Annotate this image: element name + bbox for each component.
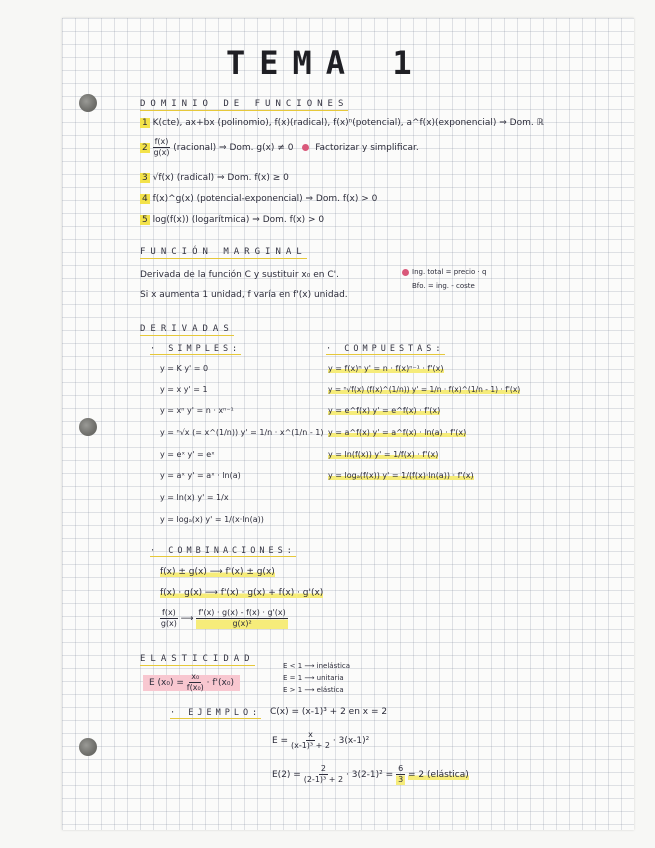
row-text: y = e^f(x) y' = e^f(x) · f'(x) — [328, 406, 441, 415]
dot-icon — [302, 144, 309, 151]
denominator: g(x) — [160, 619, 177, 628]
item-number: 4 — [142, 194, 148, 204]
row-text: f(x) · g(x) ⟶ f'(x) · g(x) + f(x) · g'(x) — [160, 588, 324, 598]
simples-row: y = logₐ(x) y' = 1/(x·ln(a)) — [160, 515, 264, 524]
note-text: Ing. total = precio · q — [412, 268, 487, 276]
step-right: · 3(2-1)² = — [346, 770, 394, 780]
subheading-simples — [150, 344, 241, 354]
simples-row: y = K y' = 0 — [160, 364, 209, 373]
row-text: f(x) ± g(x) ⟶ f'(x) ± g(x) — [160, 567, 275, 577]
item-text: log(f(x)) (logarítmica) ⇒ Dom. f(x) > 0 — [152, 215, 325, 225]
fraction — [396, 764, 405, 785]
formula-box — [143, 672, 240, 692]
subheading-ejemplo — [170, 708, 261, 718]
ejemplo-step-2 — [272, 764, 469, 785]
item-number: 2 — [142, 143, 148, 153]
item-text: K(cte), ax+bx (polinomio), f(x)(radical), f(x)ⁿ(potencial), a^f(x)(exponencial) ⇒ Dom. ℝ — [152, 118, 544, 128]
cociente-row — [160, 608, 288, 629]
combinaciones-row — [160, 588, 323, 598]
numerator: 6 — [398, 764, 404, 773]
subheading-combinaciones — [150, 546, 296, 556]
dominio-item-3 — [140, 173, 289, 183]
numerator: f(x) — [162, 608, 176, 617]
compuestas-row — [328, 450, 438, 459]
marginal-note-2: Bfo. = ing. - coste — [412, 282, 475, 290]
elasticidad-formula — [143, 672, 240, 693]
ejemplo-function: C(x) = (x-1)³ + 2 en x = 2 — [270, 707, 388, 717]
subheading-text: · EJEMPLO: — [170, 708, 262, 718]
simples-row: y = xⁿ y' = n · xⁿ⁻¹ — [160, 406, 234, 415]
simples-row: y = x y' = 1 — [160, 385, 208, 394]
dominio-item-1 — [140, 118, 544, 128]
numerator: f'(x) · g(x) - f(x) · g'(x) — [198, 608, 286, 617]
row-text: y = f(x)ⁿ y' = n · f(x)ⁿ⁻¹ · f'(x) — [328, 364, 444, 373]
item-number: 5 — [142, 215, 148, 225]
section-heading-marginal: FUNCIÓN MARGINAL — [140, 247, 307, 257]
step-right: · 3(x-1)² — [332, 736, 370, 746]
denominator: (2-1)³ + 2 — [303, 775, 344, 784]
step-left: E(2) = — [272, 770, 301, 780]
section-heading-dominio: DOMINIO DE FUNCIONES — [140, 99, 349, 109]
compuestas-row — [328, 385, 520, 394]
marginal-note-1 — [402, 268, 486, 276]
dominio-item-5 — [140, 215, 324, 225]
fraction — [196, 608, 287, 629]
denominator: g(x)² — [232, 619, 252, 628]
formula-left: E (x₀) = — [149, 678, 184, 688]
compuestas-row — [328, 364, 444, 373]
elasticidad-case: E = 1 ⟶ unitaria — [283, 674, 344, 682]
marginal-line-2: Si x aumenta 1 unidad, f varía en f'(x) unidad. — [140, 290, 348, 300]
fraction — [187, 672, 204, 693]
dot-icon — [402, 269, 409, 276]
row-text: y = logₐ(f(x)) y' = 1/(f(x)·ln(a)) · f'(x) — [328, 471, 474, 480]
row-text: y = a^f(x) y' = a^f(x) · ln(a) · f'(x) — [328, 428, 467, 437]
compuestas-row — [328, 471, 474, 480]
item-note: Factorizar y simplificar. — [315, 143, 419, 153]
fraction — [153, 137, 171, 158]
ejemplo-step-1 — [272, 730, 369, 751]
step-left: E = — [272, 736, 289, 746]
formula-right: · f'(x₀) — [206, 678, 234, 688]
denominator: (x-1)³ + 2 — [290, 741, 331, 750]
item-number: 1 — [142, 118, 148, 128]
arrow-icon: ⟶ — [180, 614, 197, 624]
subheading-text: · COMPUESTAS: — [326, 344, 445, 354]
section-heading-derivadas: DERIVADAS — [140, 324, 234, 334]
binder-hole — [79, 738, 97, 756]
fraction — [291, 730, 330, 751]
section-heading-elasticidad: ELASTICIDAD — [140, 654, 255, 664]
marginal-line-1: Derivada de la función C y sustituir x₀ en C'. — [140, 270, 339, 280]
item-text: √f(x) (radical) ⇒ Dom. f(x) ≥ 0 — [152, 173, 289, 183]
page-title: TEMA 1 — [226, 44, 426, 82]
row-text: y = ln(f(x)) y' = 1/f(x) · f'(x) — [328, 450, 439, 459]
subheading-text: · COMBINACIONES: — [150, 546, 296, 556]
numerator: x₀ — [191, 672, 200, 681]
fraction — [304, 764, 343, 785]
numerator: x — [308, 730, 313, 739]
denominator: 3 — [398, 775, 404, 784]
item-text: f(x)^g(x) (potencial-exponencial) ⇒ Dom. f(x) > 0 — [152, 194, 378, 204]
simples-row: y = ln(x) y' = 1/x — [160, 493, 229, 502]
item-text: (racional) ⇒ Dom. g(x) ≠ 0 — [173, 143, 294, 153]
numerator: f(x) — [154, 137, 169, 146]
denominator: f(x₀) — [186, 683, 204, 692]
simples-row: y = aˣ y' = aˣ · ln(a) — [160, 471, 241, 480]
row-text: y = ⁿ√f(x) (f(x)^(1/n)) y' = 1/n · f(x)^(1/n - 1) · f'(x) — [328, 385, 521, 394]
subheading-text: · SIMPLES: — [150, 344, 242, 354]
dominio-item-4 — [140, 194, 377, 204]
subheading-compuestas — [326, 344, 445, 354]
numerator: 2 — [320, 764, 326, 773]
binder-hole — [79, 94, 97, 112]
binder-hole — [79, 418, 97, 436]
elasticidad-case: E < 1 ⟶ inelástica — [283, 662, 351, 670]
dominio-item-2 — [140, 137, 419, 158]
simples-row: y = ⁿ√x (= x^(1/n)) y' = 1/n · x^(1/n - 1) — [160, 428, 324, 437]
item-number: 3 — [142, 173, 148, 183]
compuestas-row — [328, 406, 440, 415]
elasticidad-case: E > 1 ⟶ elástica — [283, 686, 344, 694]
fraction — [160, 608, 178, 629]
compuestas-row — [328, 428, 466, 437]
combinaciones-row — [160, 567, 275, 577]
denominator: g(x) — [153, 148, 170, 157]
result-text: = 2 (elástica) — [408, 770, 469, 780]
simples-row: y = eˣ y' = eˣ — [160, 450, 215, 459]
